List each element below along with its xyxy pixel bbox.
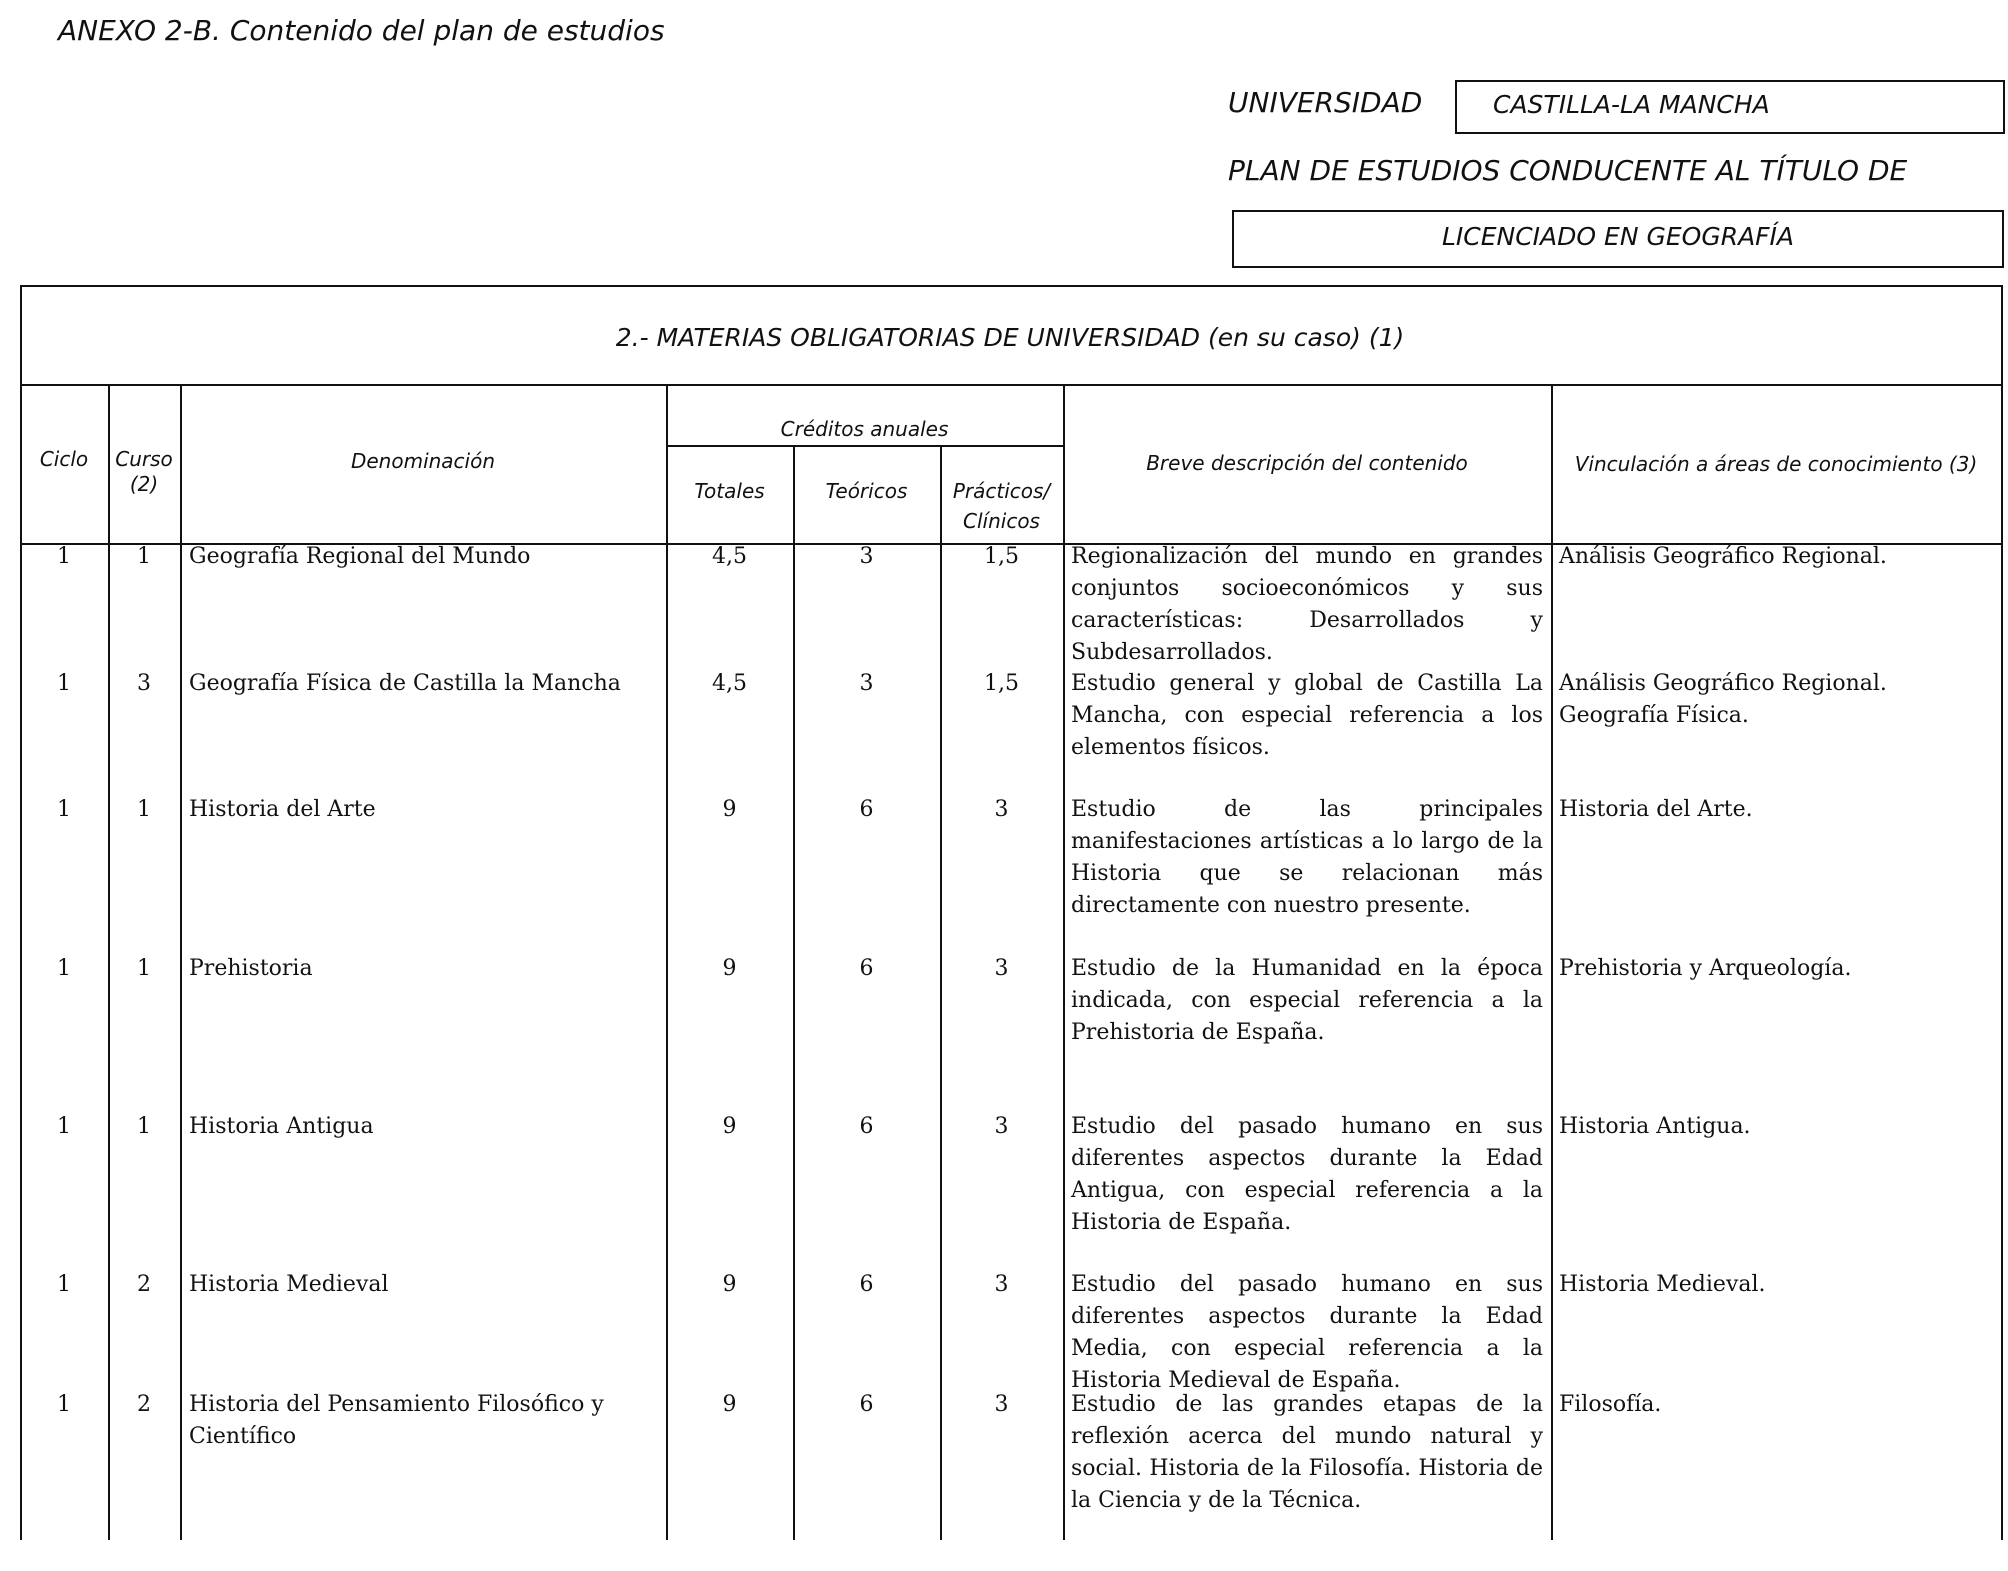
cell-totales: 9 (722, 1272, 737, 1297)
cell-practicos: 3 (994, 797, 1009, 822)
cell-teoricos: 3 (859, 544, 874, 569)
cell-denominacion: Historia Antigua (189, 1114, 374, 1139)
cell-curso: 3 (137, 671, 151, 696)
cell-curso: 1 (137, 797, 151, 822)
annex-title: ANEXO 2-B. Contenido del plan de estudios (58, 14, 665, 47)
university-label: UNIVERSIDAD (1228, 86, 1423, 119)
cell-totales: 9 (722, 956, 737, 981)
col-divider (940, 445, 942, 1540)
cell-practicos: 1,5 (984, 671, 1019, 696)
cell-totales: 4,5 (712, 544, 747, 569)
cell-vinculacion: Análisis Geográfico Regional. (1559, 544, 1887, 569)
cell-denominacion: Historia del Arte (189, 797, 376, 822)
cell-practicos: 3 (994, 956, 1009, 981)
cell-descripcion: Estudio del pasado humano en sus diferentes aspectos durante la Edad Antigua, con especial referencia a la Historia de España. (1071, 1114, 1543, 1235)
header-teoricos: Teóricos (825, 479, 908, 503)
header-vinculacion: Vinculación a áreas de conocimiento (3) (1574, 452, 1978, 476)
cell-teoricos: 6 (859, 1392, 874, 1417)
cell-denominacion: Prehistoria (189, 956, 313, 981)
header-ciclo: Ciclo (39, 447, 89, 471)
cell-totales: 4,5 (712, 671, 747, 696)
cell-teoricos: 6 (859, 1114, 874, 1139)
cell-ciclo: 1 (57, 1392, 71, 1417)
cell-descripcion: Estudio de las grandes etapas de la reflexión acerca del mundo natural y social. Historia de la Filosofía. Historia de la Ciencia y de la Técnica. (1071, 1392, 1543, 1513)
section-divider (20, 384, 2003, 386)
cell-practicos: 3 (994, 1272, 1009, 1297)
cell-ciclo: 1 (57, 1114, 71, 1139)
cell-ciclo: 1 (57, 797, 71, 822)
cell-vinculacion: Historia Antigua. (1559, 1114, 1751, 1139)
header-clinicos: Clínicos (963, 509, 1040, 533)
col-divider (1063, 384, 1065, 1540)
col-divider (180, 384, 182, 1540)
cell-curso: 2 (137, 1272, 151, 1297)
cell-descripcion: Regionalización del mundo en grandes conjuntos socioeconómicos y sus características: Desarrollados y Subdesarrollados. (1071, 544, 1543, 665)
degree-title: LICENCIADO EN GEOGRAFÍA (1441, 222, 1795, 251)
cell-totales: 9 (722, 1392, 737, 1417)
cell-vinculacion: Historia del Arte. (1559, 797, 1753, 822)
cell-teoricos: 3 (859, 671, 874, 696)
cell-curso: 1 (137, 1114, 151, 1139)
cell-vinculacion: Análisis Geográfico Regional. Geografía Física. (1559, 671, 1887, 728)
credits-subheader-divider (666, 445, 1063, 447)
cell-vinculacion: Historia Medieval. (1559, 1272, 1766, 1297)
cell-totales: 9 (722, 797, 737, 822)
header-denominacion: Denominación (350, 449, 496, 473)
cell-practicos: 1,5 (984, 544, 1019, 569)
cell-practicos: 3 (994, 1114, 1009, 1139)
cell-descripcion: Estudio de la Humanidad en la época indicada, con especial referencia a la Prehistoria de España. (1071, 956, 1543, 1045)
university-value: CASTILLA-LA MANCHA (1493, 90, 1770, 119)
cell-denominacion: Geografía Física de Castilla la Mancha (189, 671, 621, 696)
cell-denominacion: Geografía Regional del Mundo (189, 544, 531, 569)
cell-vinculacion: Prehistoria y Arqueología. (1559, 956, 1852, 981)
cell-curso: 2 (137, 1392, 151, 1417)
cell-descripcion: Estudio de las principales manifestaciones artísticas a lo largo de la Historia que se relacionan más directamente con nuestro presente. (1071, 797, 1543, 918)
cell-curso: 1 (137, 544, 151, 569)
header-practicos: Prácticos/ (952, 479, 1051, 503)
cell-teoricos: 6 (859, 797, 874, 822)
cell-ciclo: 1 (57, 671, 71, 696)
cell-ciclo: 1 (57, 1272, 71, 1297)
table-left-border (20, 285, 22, 1540)
table-top-border (20, 285, 2003, 287)
cell-denominacion: Historia Medieval (189, 1272, 389, 1297)
table-right-border (2001, 285, 2003, 1540)
header-totales: Totales (694, 479, 765, 503)
cell-curso: 1 (137, 956, 151, 981)
col-divider (793, 445, 795, 1540)
cell-vinculacion: Filosofía. (1559, 1392, 1662, 1417)
col-divider (1551, 384, 1553, 1540)
cell-denominacion: Historia del Pensamiento Filosófico y Científico (189, 1392, 604, 1449)
plan-title: PLAN DE ESTUDIOS CONDUCENTE AL TÍTULO DE (1228, 154, 1908, 187)
cell-teoricos: 6 (859, 956, 874, 981)
cell-ciclo: 1 (57, 956, 71, 981)
header-creditos: Créditos anuales (780, 417, 949, 441)
cell-descripcion: Estudio del pasado humano en sus diferentes aspectos durante la Edad Media, con especial referencia a la Historia Medieval de España. (1071, 1272, 1543, 1393)
cell-teoricos: 6 (859, 1272, 874, 1297)
header-curso-note: (2) (129, 472, 159, 496)
cell-descripcion: Estudio general y global de Castilla La Mancha, con especial referencia a los elementos físicos. (1071, 671, 1543, 760)
header-descripcion: Breve descripción del contenido (1146, 451, 1468, 475)
header-curso: Curso (115, 447, 173, 471)
section-title: 2.- MATERIAS OBLIGATORIAS DE UNIVERSIDAD (en su caso) (1) (615, 323, 1405, 352)
cell-totales: 9 (722, 1114, 737, 1139)
cell-ciclo: 1 (57, 544, 71, 569)
cell-practicos: 3 (994, 1392, 1009, 1417)
